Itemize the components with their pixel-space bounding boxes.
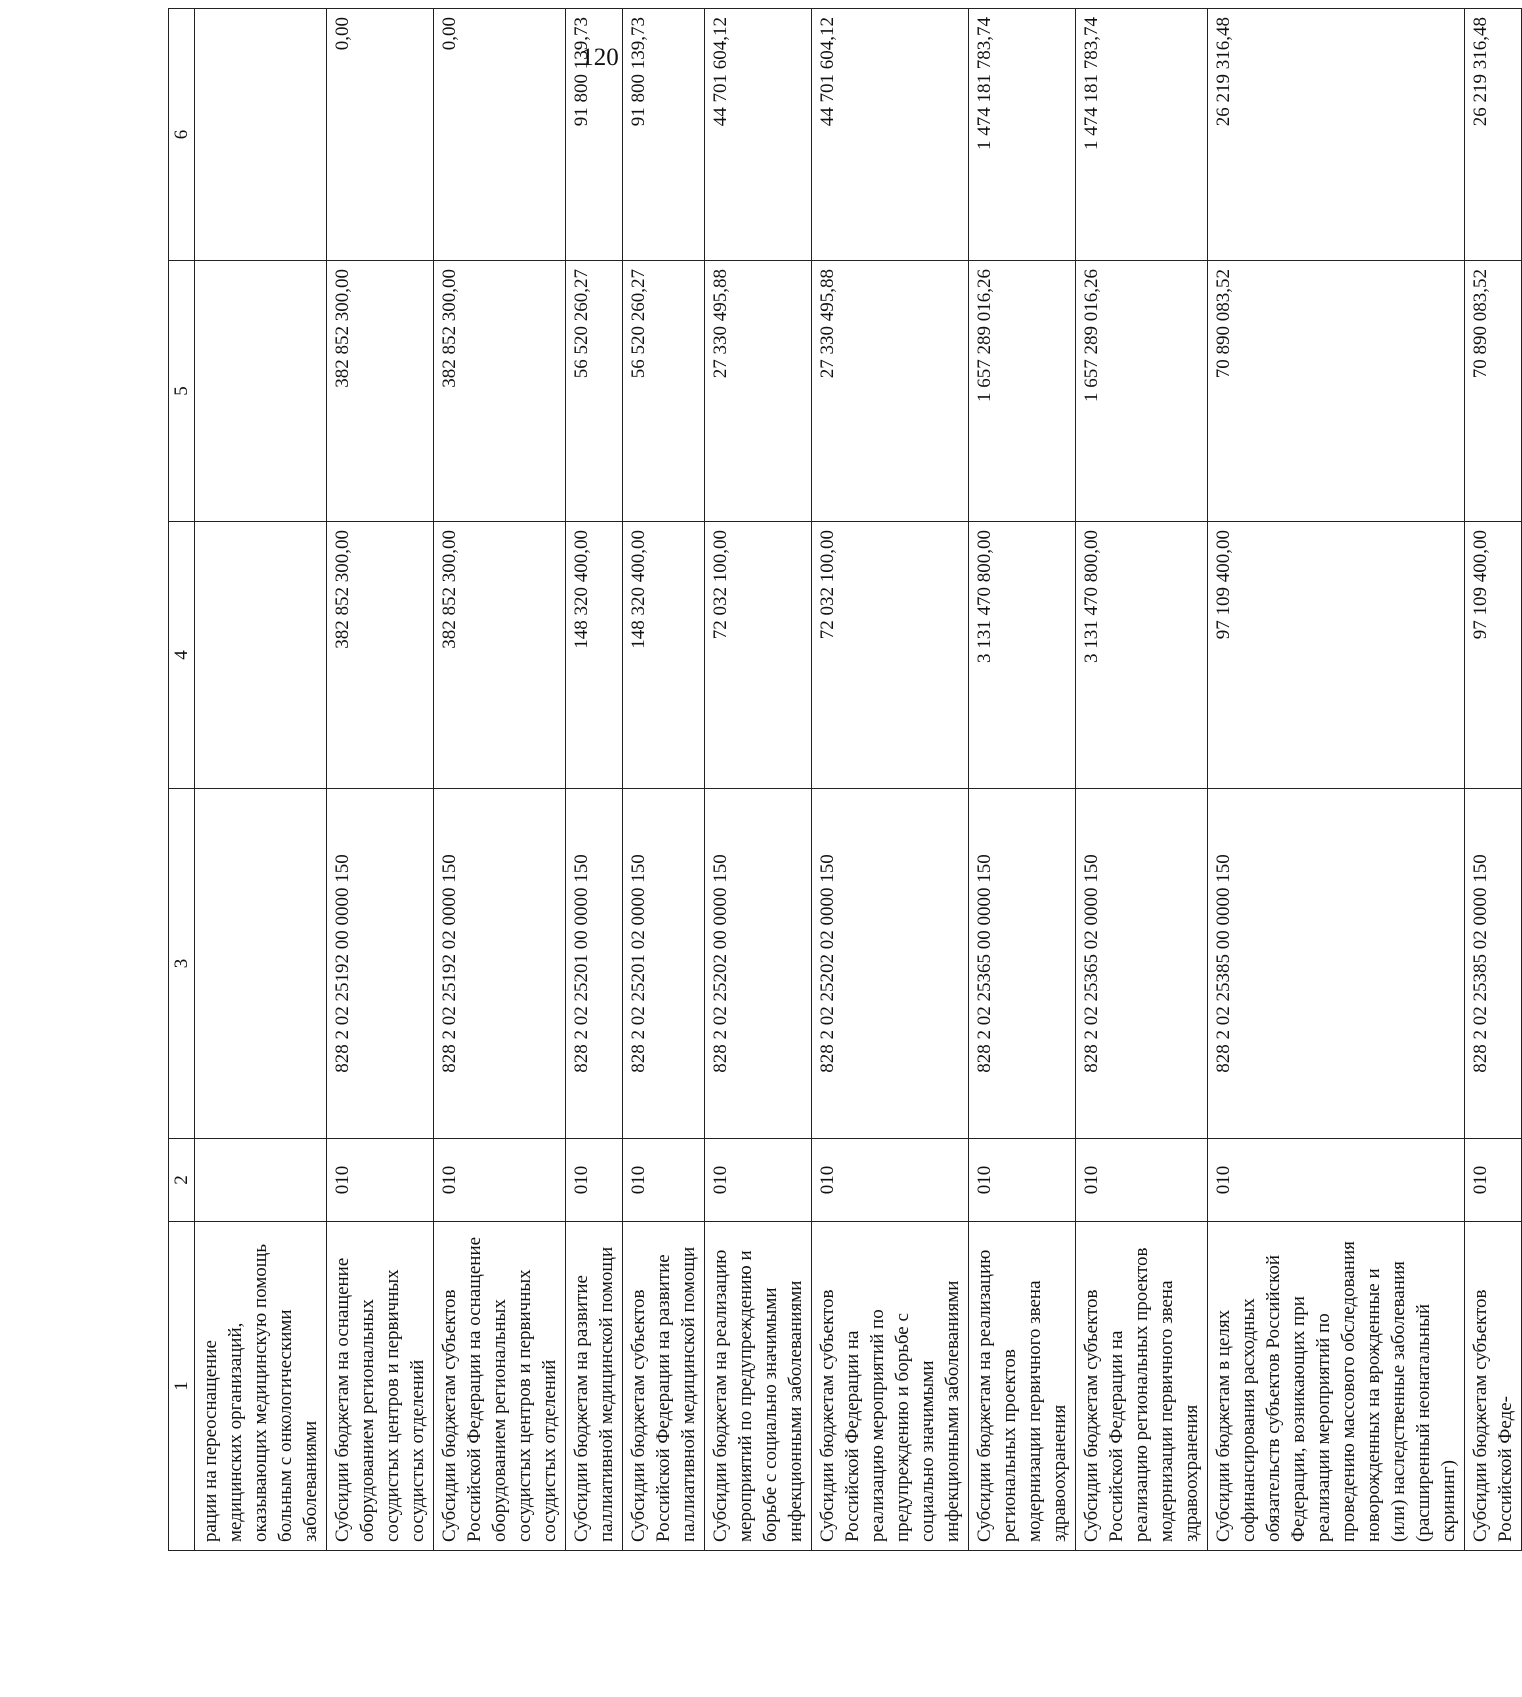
column-header: 4 (169, 522, 195, 789)
row-name: Субсидии бюджетам субъектов Российской Федерации на оснащение оборудованием региональных сосудистых центров и первичных сосудистых отделений (434, 1222, 566, 1551)
row-code: 010 (1465, 1139, 1522, 1222)
column-header: 3 (169, 789, 195, 1139)
column-header: 5 (169, 261, 195, 522)
row-value-6: 0,00 (434, 9, 566, 261)
row-value-6: 1 474 181 783,74 (969, 9, 1076, 261)
row-kbk: 828 2 02 25192 00 0000 150 (327, 789, 434, 1139)
row-kbk: 828 2 02 25201 00 0000 150 (566, 789, 623, 1139)
row-kbk: 828 2 02 25385 00 0000 150 (1208, 789, 1465, 1139)
row-code: 010 (434, 1139, 566, 1222)
row-name: Субсидии бюджетам субъектов Российской Федерации на реализацию региональных проектов модернизации первичного звена здравоохранения (1076, 1222, 1208, 1551)
row-value-6: 26 219 316,48 (1208, 9, 1465, 261)
row-kbk: 828 2 02 25365 00 0000 150 (969, 789, 1076, 1139)
row-code: 010 (327, 1139, 434, 1222)
table-row (705, 9, 812, 1551)
row-name: Субсидии бюджетам на развитие паллиативной медицинской помощи (566, 1222, 623, 1551)
table-row (327, 9, 434, 1551)
row-value-5: 70 890 083,52 (1208, 261, 1465, 522)
row-name: Субсидии бюджетам на реализацию мероприятий по предупреждению и борьбе с социально значимыми инфекционными заболеваниями (705, 1222, 812, 1551)
row-value-6: 0,00 (327, 9, 434, 261)
row-name: рации на переоснащение медицинских организаций, оказывающих медицинскую помощь больным с онкологическими заболеваниями (195, 1222, 327, 1551)
row-code: 010 (705, 1139, 812, 1222)
row-name: Субсидии бюджетам на оснащение оборудованием региональных сосудистых центров и первичных сосудистых отделений (327, 1222, 434, 1551)
column-header: 1 (169, 1222, 195, 1551)
row-value-4: 148 320 400,00 (623, 522, 705, 789)
row-kbk: 828 2 02 25201 02 0000 150 (623, 789, 705, 1139)
row-value-5: 70 890 083,52 (1465, 261, 1522, 522)
row-kbk: 828 2 02 25192 02 0000 150 (434, 789, 566, 1139)
row-value-4: 3 131 470 800,00 (969, 522, 1076, 789)
row-value-6: 44 701 604,12 (705, 9, 812, 261)
table-row (1465, 9, 1522, 1551)
table-header-row (169, 9, 195, 1551)
row-value-6: 91 800 139,73 (623, 9, 705, 261)
row-code (195, 1139, 327, 1222)
row-value-5: 1 657 289 016,26 (969, 261, 1076, 522)
row-kbk: 828 2 02 25202 02 0000 150 (812, 789, 969, 1139)
row-value-6: 91 800 139,73 (566, 9, 623, 261)
row-value-4: 382 852 300,00 (434, 522, 566, 789)
table-row (1076, 9, 1208, 1551)
table-row (1208, 9, 1465, 1551)
row-value-4: 72 032 100,00 (812, 522, 969, 789)
row-value-5: 56 520 260,27 (623, 261, 705, 522)
row-value-6: 26 219 316,48 (1465, 9, 1522, 261)
table-row (969, 9, 1076, 1551)
row-kbk: 828 2 02 25365 02 0000 150 (1076, 789, 1208, 1139)
row-value-5: 382 852 300,00 (434, 261, 566, 522)
table-row (812, 9, 969, 1551)
row-code: 010 (969, 1139, 1076, 1222)
row-name: Субсидии бюджетам субъектов Российской Феде- (1465, 1222, 1522, 1551)
row-value-5: 1 657 289 016,26 (1076, 261, 1208, 522)
row-value-4 (195, 522, 327, 789)
row-value-6: 1 474 181 783,74 (1076, 9, 1208, 261)
row-value-4: 148 320 400,00 (566, 522, 623, 789)
row-name: Субсидии бюджетам субъектов Российской Федерации на реализацию мероприятий по предупреждению и борьбе с социально значимыми инфекционными заболеваниями (812, 1222, 969, 1551)
row-value-5: 382 852 300,00 (327, 261, 434, 522)
row-value-4: 97 109 400,00 (1465, 522, 1522, 789)
column-header: 2 (169, 1139, 195, 1222)
table-row (623, 9, 705, 1551)
table-row (434, 9, 566, 1551)
row-code: 010 (812, 1139, 969, 1222)
row-kbk: 828 2 02 25385 02 0000 150 (1465, 789, 1522, 1139)
row-code: 010 (1076, 1139, 1208, 1222)
row-kbk (195, 789, 327, 1139)
row-value-4: 97 109 400,00 (1208, 522, 1465, 789)
column-header: 6 (169, 9, 195, 261)
row-code: 010 (566, 1139, 623, 1222)
page-number: 120 (581, 44, 619, 71)
row-kbk: 828 2 02 25202 00 0000 150 (705, 789, 812, 1139)
row-value-5: 56 520 260,27 (566, 261, 623, 522)
row-name: Субсидии бюджетам субъектов Российской Федерации на развитие паллиативной медицинской помощи (623, 1222, 705, 1551)
row-value-5: 27 330 495,88 (705, 261, 812, 522)
row-value-4: 382 852 300,00 (327, 522, 434, 789)
row-name: Субсидии бюджетам на реализацию региональных проектов модернизации первичного звена здравоохранения (969, 1222, 1076, 1551)
row-code: 010 (623, 1139, 705, 1222)
table-row (566, 9, 623, 1551)
row-value-6 (195, 9, 327, 261)
data-table (168, 8, 1522, 1551)
row-name: Субсидии бюджетам в целях софинансирования расходных обязательств субъектов Российской Федерации, возникающих при реализации мероприятий по проведению массового обследования новорожденных на врожденные и (или) наследственные заболевания (расширенный неонатальный скрининг) (1208, 1222, 1465, 1551)
row-value-5 (195, 261, 327, 522)
row-value-5: 27 330 495,88 (812, 261, 969, 522)
row-code: 010 (1208, 1139, 1465, 1222)
row-value-6: 44 701 604,12 (812, 9, 969, 261)
table-row (195, 9, 327, 1551)
row-value-4: 72 032 100,00 (705, 522, 812, 789)
row-value-4: 3 131 470 800,00 (1076, 522, 1208, 789)
